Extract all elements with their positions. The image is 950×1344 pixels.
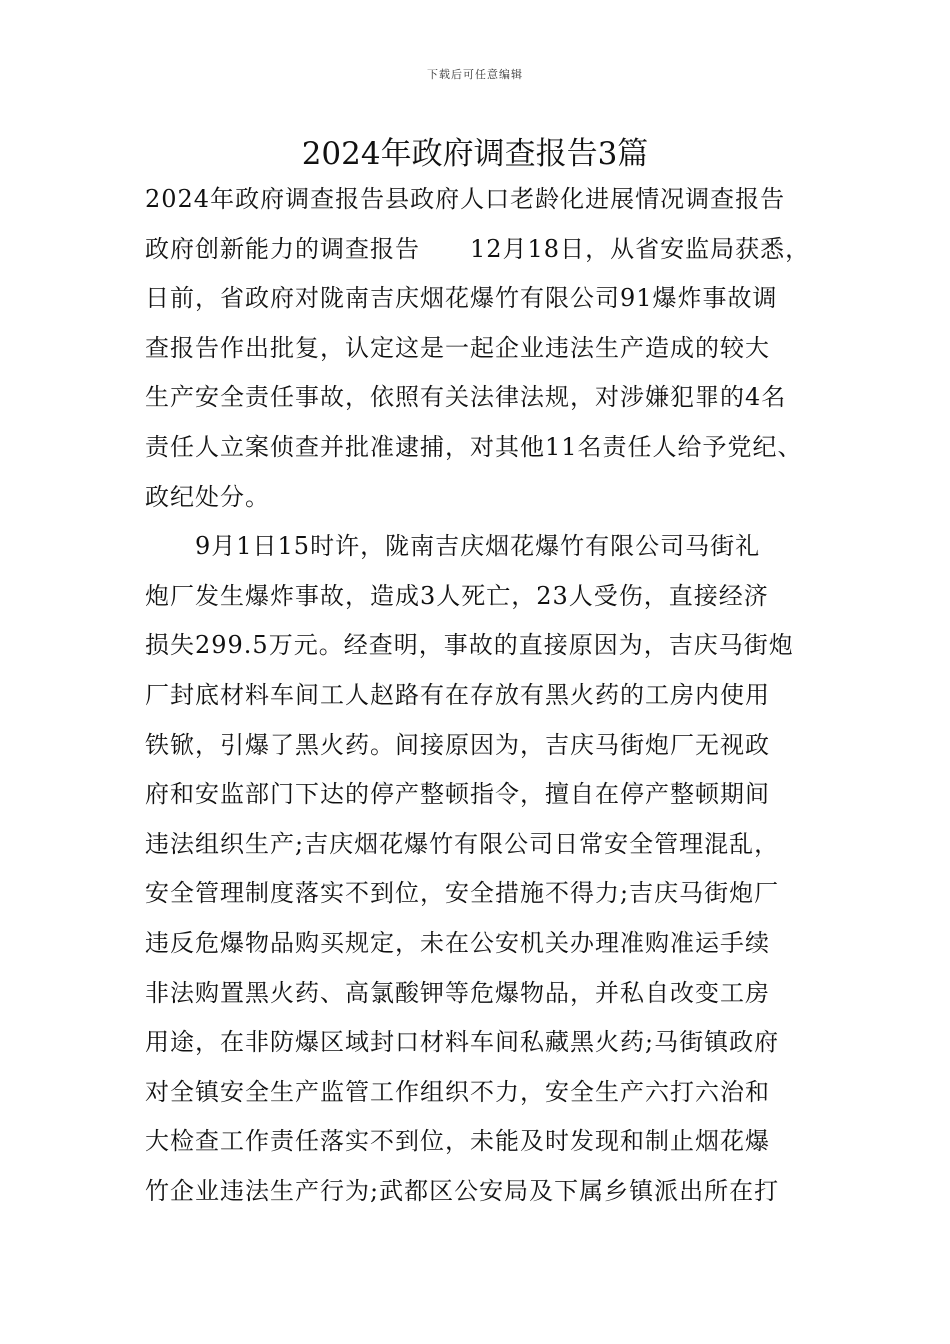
text-line: 大检查工作责任落实不到位，未能及时发现和制止烟花爆 — [145, 1127, 770, 1156]
text-line: 铁锨，引爆了黑火药。间接原因为，吉庆马街炮厂无视政 — [145, 730, 770, 759]
text-line: 查报告作出批复，认定这是一起企业违法生产造成的较大 — [145, 333, 770, 362]
text-line: 2024年政府调查报告县政府人口老龄化进展情况调查报告 — [145, 185, 786, 213]
text-line: 政府创新能力的调查报告 12月18日，从省安监局获悉， — [145, 234, 811, 263]
text-line: 违法组织生产;吉庆烟花爆竹有限公司日常安全管理混乱， — [145, 829, 780, 858]
text-line: 厂封底材料车间工人赵路有在存放有黑火药的工房内使用 — [145, 681, 770, 709]
text-line: 用途，在非防爆区域封口材料车间私藏黑火药;马街镇政府 — [145, 1028, 780, 1057]
text-line: 府和安监部门下达的停产整顿指令，擅自在停产整顿期间 — [145, 780, 770, 809]
text-line: 违反危爆物品购买规定，未在公安机关办理准购准运手续 — [145, 929, 770, 957]
text-line: 非法购置黑火药、高氯酸钾等危爆物品，并私自改变工房 — [145, 978, 770, 1007]
text-line: 日前，省政府对陇南吉庆烟花爆竹有限公司91爆炸事故调 — [145, 284, 778, 313]
document-title: 2024年政府调查报告3篇 — [301, 136, 649, 172]
text-line: 责任人立案侦查并批准逮捕，对其他11名责任人给予党纪、 — [145, 433, 803, 461]
text-line: 生产安全责任事故，依照有关法律法规，对涉嫌犯罪的4名 — [145, 383, 787, 412]
text-line: 竹企业违法生产行为;武都区公安局及下属乡镇派出所在打 — [145, 1177, 780, 1205]
header-note: 下载后可任意编辑 — [427, 68, 523, 81]
text-line: 炮厂发生爆炸事故，造成3人死亡，23人受伤，直接经济 — [145, 581, 769, 610]
text-line: 政纪处分。 — [145, 482, 270, 511]
text-line: 损失299.5万元。经查明，事故的直接原因为，吉庆马街炮 — [145, 631, 794, 660]
text-line: 9月1日15时许，陇南吉庆烟花爆竹有限公司马街礼 — [145, 532, 761, 561]
text-line: 安全管理制度落实不到位，安全措施不得力;吉庆马街炮厂 — [145, 879, 780, 908]
text-line: 对全镇安全生产监管工作组织不力，安全生产六打六治和 — [145, 1077, 770, 1106]
